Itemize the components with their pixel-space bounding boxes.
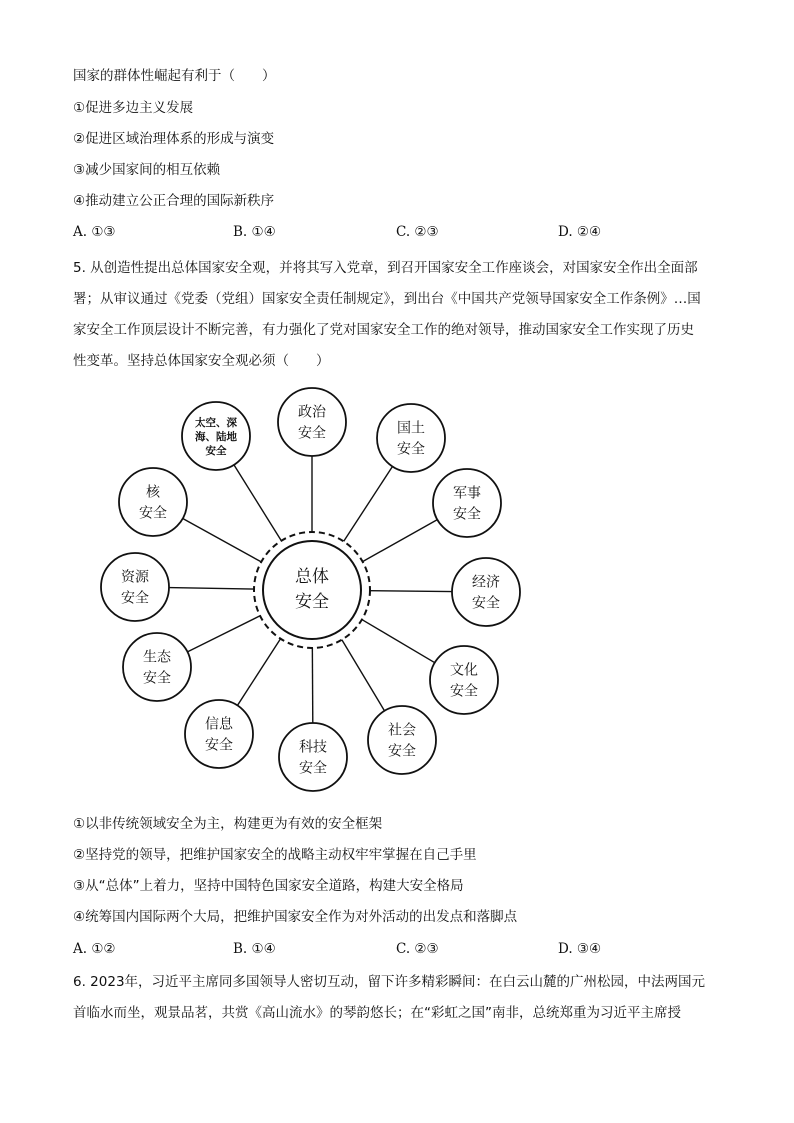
security-node-circle [101,553,169,621]
spoke-line [169,588,254,589]
q4-option-d: D. ②④ [558,224,602,240]
spoke-line [363,520,438,562]
spoke-line [342,640,385,711]
q5-stem-line-4: 性变革。坚持总体国家安全观必须（ ） [73,353,330,369]
q5-item-3: ③从“总体”上着力，坚持中国特色国家安全道路，构建大安全格局 [73,878,464,894]
q4-option-c: C. ②③ [396,224,439,240]
security-node-label: 核 [146,484,160,501]
security-node-label: 安全 [139,505,167,522]
spoke-line [234,465,281,541]
center-circle [263,541,361,639]
q5-stem-line-2: 署；从审议通过《党委（党组）国家安全责任制规定》，到出台《中国共产党领导国家安全工作条例》…国 [73,291,701,307]
center-label-line-1: 总体 [295,567,329,587]
security-node-label: 安全 [472,595,500,612]
security-node-label: 经济 [472,574,500,591]
q5-option-b: B. ①④ [233,941,276,957]
security-node-label: 安全 [205,737,233,754]
security-node-circle [278,388,346,456]
security-node-label: 文化 [450,662,478,679]
security-node-circle [185,700,253,768]
security-node-label: 政治 [298,404,326,421]
q4-item-4: ④推动建立公正合理的国际新秩序 [73,193,275,209]
security-node-label: 资源 [121,569,149,586]
security-node-circle [430,646,498,714]
spoke-line [370,591,452,592]
security-node-label: 太空、深 [195,417,237,429]
security-node-label: 安全 [450,683,478,700]
security-node-circle [377,404,445,472]
spoke-line [237,639,280,706]
security-node-label: 安全 [299,760,327,777]
q5-item-2: ②坚持党的领导，把维护国家安全的战略主动权牢牢掌握在自己手里 [73,847,477,863]
q5-stem-line-1: 5. 从创造性提出总体国家安全观，并将其写入党章，到召开国家安全工作座谈会，对国家安全作出全面部 [73,260,698,276]
security-node-label: 安全 [453,506,481,523]
q4-option-a: A. ①③ [73,224,116,240]
q5-option-d: D. ③④ [558,941,602,957]
q5-item-1: ①以非传统领域安全为主，构建更为有效的安全框架 [73,816,383,832]
q4-item-1: ①促进多边主义发展 [73,100,194,116]
q5-stem-line-3: 家安全工作顶层设计不断完善，有力强化了党对国家安全工作的绝对领导，推动国家安全工作实现了历史 [73,322,694,338]
security-node-circle [119,468,187,536]
security-node-label: 安全 [143,670,171,687]
security-node-circle [452,558,520,626]
security-node-label: 安全 [298,425,326,442]
q4-stem: 国家的群体性崛起有利于（ ） [73,68,276,84]
q5-item-4: ④统筹国内国际两个大局，把维护国家安全作为对外活动的出发点和落脚点 [73,909,518,925]
spoke-line [187,616,260,652]
q4-item-2: ②促进区域治理体系的形成与演变 [73,131,275,147]
security-node-label: 安全 [388,743,416,760]
security-node-label: 安全 [397,441,425,458]
security-node-label: 安全 [205,445,227,457]
security-node-label: 海、陆地 [195,431,237,443]
center-label-line-2: 安全 [295,592,329,612]
q5-option-c: C. ②③ [396,941,439,957]
security-node-label: 科技 [299,739,327,756]
security-node-label: 社会 [388,722,416,739]
q4-item-3: ③减少国家间的相互依赖 [73,162,221,178]
security-node-circle [279,723,347,791]
security-node-label: 生态 [143,649,171,666]
q6-stem-line-2: 首临水而坐，观景品茗，共赏《高山流水》的琴韵悠长；在“彩虹之国”南非，总统郑重为习近平主席授 [73,1005,681,1021]
security-node-circle [433,469,501,537]
security-node-circle [123,633,191,701]
security-node-label: 军事 [453,485,481,502]
q4-option-b: B. ①④ [233,224,276,240]
security-node-label: 信息 [205,716,233,733]
q5-option-a: A. ①② [73,941,116,957]
spoke-line [183,518,262,561]
security-node-circle [368,706,436,774]
spoke-line [344,466,393,541]
q6-stem [73,967,723,1029]
security-node-label: 国土 [397,420,425,437]
spoke-line [362,620,435,663]
security-node-label: 安全 [121,590,149,607]
q6-stem-line-1: 6. 2023年，习近平主席同多国领导人密切互动，留下许多精彩瞬间：在白云山麓的广州松园，中法两国元 [73,974,706,990]
